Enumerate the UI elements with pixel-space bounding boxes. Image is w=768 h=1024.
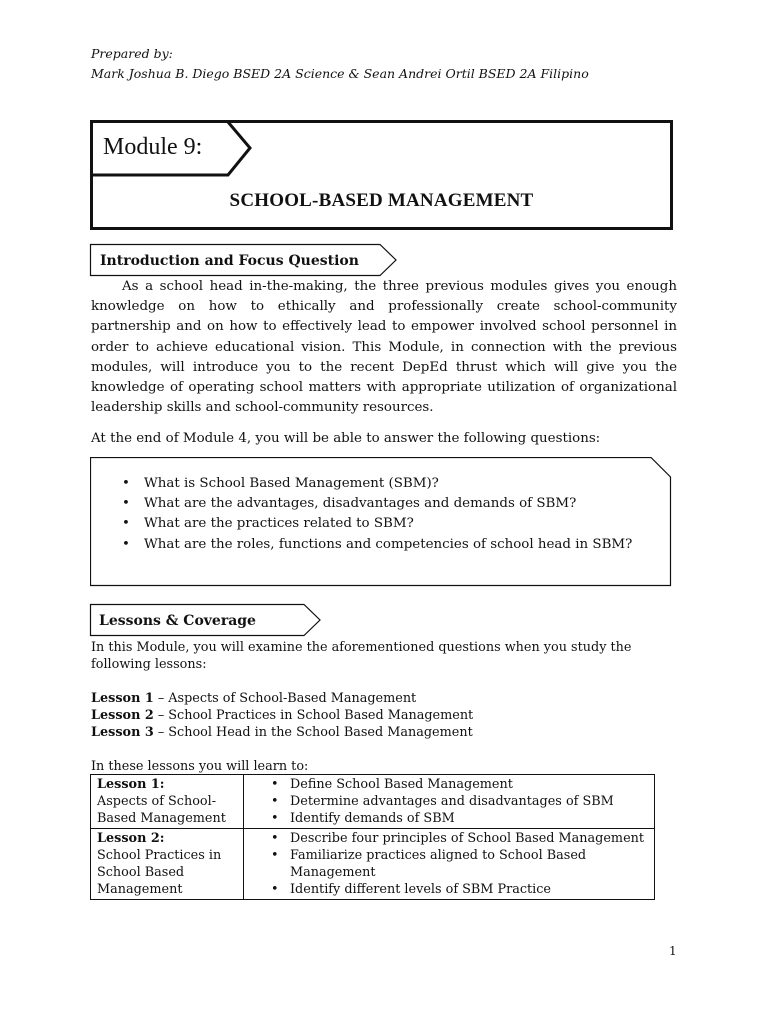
objective-text: Identify demands of SBM [290,811,455,826]
focus-question-item [120,535,632,555]
prepared-by-authors: Mark Joshua B. Diego BSED 2A Science & Sean Andrei Ortil BSED 2A Filipino [91,66,589,81]
bullet-icon: • [271,882,279,897]
objectives-cell [244,775,655,829]
table-row [91,829,655,900]
lesson-cell-subtitle: Aspects of School-Based Management [97,794,226,826]
lesson-cell-title: Lesson 2: [97,831,165,846]
prepared-by-block [91,44,589,84]
lessons-list [91,690,651,741]
objective-text: Describe four principles of School Based Management [290,831,645,846]
module-number: Module 9: [103,134,203,160]
objective-item [250,847,648,881]
focus-question-text: What are the advantages, disadvantages and demands of SBM? [144,496,577,512]
lesson-cell [91,775,244,829]
focus-question-text: What is School Based Management (SBM)? [144,476,439,491]
focus-question-item [120,474,632,494]
lessons-table [90,774,655,900]
lesson-cell-subtitle: School Practices in School Based Management [97,848,222,897]
objectives-list [250,830,648,898]
table-row [91,775,655,829]
objective-text: Define School Based Management [290,777,513,792]
lesson-title: – School Head in the School Based Management [153,725,473,740]
objective-item [250,881,648,898]
bullet-icon: • [122,516,130,532]
bullet-icon: • [122,536,130,552]
lessons-heading: Lessons & Coverage [99,613,256,629]
objective-text: Familiarize practices aligned to School Based Management [290,848,587,880]
bullet-icon: • [271,811,279,826]
lesson-line [91,707,651,724]
intro-heading: Introduction and Focus Question [100,253,359,269]
objective-item [250,830,648,847]
module-title: SCHOOL-BASED MANAGEMENT [229,190,534,211]
lesson-label: Lesson 3 [91,725,154,740]
lessons-intro: In this Module, you will examine the aforementioned questions when you study the following lessons: [91,640,632,672]
lesson-line [91,724,651,741]
focus-question-item [120,514,632,534]
lesson-title: – School Practices in School Based Management [153,708,474,723]
bullet-icon: • [271,831,279,846]
objective-item [250,776,648,793]
objective-text: Determine advantages and disadvantages of SBM [290,794,614,809]
lesson-cell-title: Lesson 1: [97,777,165,792]
lesson-line [91,690,651,707]
objective-text: Identify different levels of SBM Practice [290,882,551,897]
lesson-label: Lesson 2 [91,708,154,723]
objective-item [250,810,648,827]
bullet-icon: • [271,794,279,809]
lesson-cell [91,829,244,900]
lesson-title: – Aspects of School-Based Management [153,691,417,706]
bullet-icon: • [122,496,130,512]
focus-question-text: What are the practices related to SBM? [144,516,414,532]
bullet-icon: • [271,848,279,863]
focus-questions-list [120,474,632,555]
focus-question-text: What are the roles, functions and competencies of school head in SBM? [144,536,633,552]
learn-intro: In these lessons you will learn to: [91,759,309,774]
intro-paragraph: As a school head in-the-making, the three previous modules gives you enough knowledge on how to ethically and professionally create school-community partnership and on how to effectively lead to empower involved school personnel in order to achieve educational vision. This Module, in connection with the previous modules, will introduce you to the recent DepEd thrust which will give you the knowledge of operating school matters with appropriate utilization of organizational leadership skills and school-community resources. [91,279,677,416]
objective-item [250,793,648,810]
bullet-icon: • [271,777,279,792]
focus-question-item [120,494,632,514]
bullet-icon: • [122,476,130,491]
objectives-list [250,776,648,827]
prepared-by-label: Prepared by: [91,46,173,61]
intro-lead-in: At the end of Module 4, you will be able to answer the following questions: [91,431,601,446]
lesson-label: Lesson 1 [91,691,154,706]
objectives-cell [244,829,655,900]
page-number: 1 [669,944,677,958]
